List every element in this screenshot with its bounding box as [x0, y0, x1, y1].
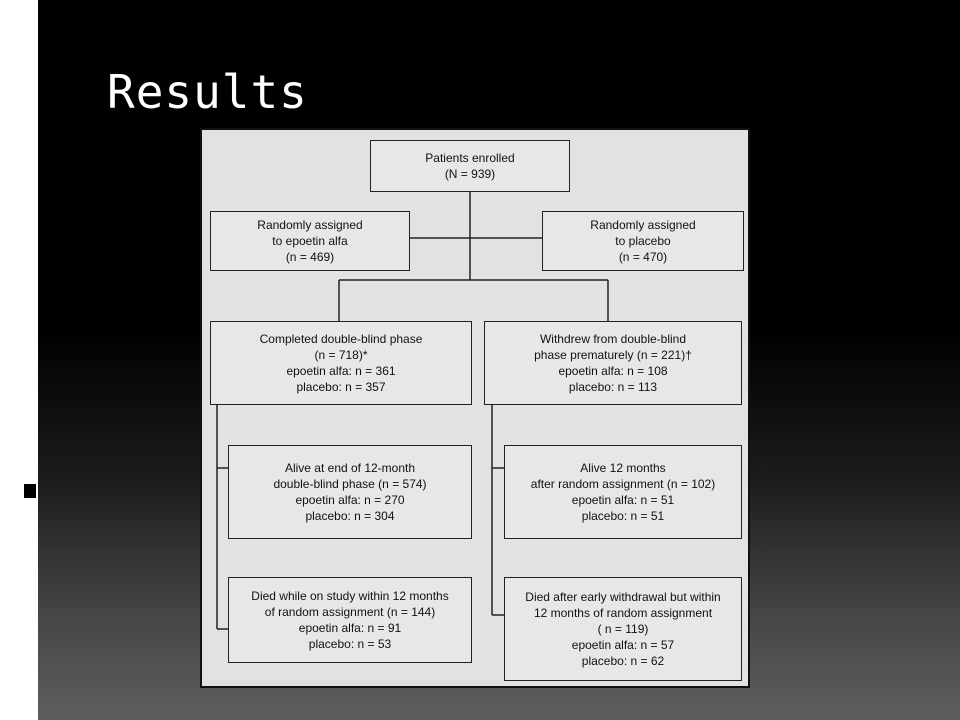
died-withdrew-line-1: Died after early withdrawal but within [525, 590, 721, 604]
died-completed-line-4: placebo: n = 53 [308, 637, 392, 651]
completed-line-3: epoetin alfa: n = 361 [286, 364, 396, 378]
title-ornament-bar-3 [30, 0, 38, 118]
alive-withdrew-line-1: Alive 12 months [580, 461, 666, 475]
withdrew-line-1: Withdrew from double-blind [539, 332, 687, 346]
side-ornament-2 [24, 484, 36, 498]
completed-line-2: (n = 718)* [314, 348, 368, 362]
died-withdrew-line-2: 12 months of random assignment [533, 606, 713, 620]
withdrew-line-2: phase prematurely (n = 221)† [534, 348, 692, 362]
died-withdrew-line-5: placebo: n = 62 [581, 654, 665, 668]
died-withdrew-line-4: epoetin alfa: n = 57 [571, 638, 675, 652]
died-withdrew-line-3: ( n = 119) [597, 622, 649, 636]
enrolled-line-1: Patients enrolled [425, 151, 515, 165]
side-ornament-4 [24, 532, 28, 720]
epoetin-arm-box [210, 211, 410, 271]
side-ornament-1 [24, 470, 32, 476]
withdrew-line-4: placebo: n = 113 [568, 380, 658, 394]
alive-withdrew-box [504, 445, 742, 539]
placebo-arm-line-1: Randomly assigned [590, 218, 696, 232]
died-withdrew-box [504, 577, 742, 681]
alive-withdrew-line-4: placebo: n = 51 [581, 509, 665, 523]
placebo-arm-box [542, 211, 744, 271]
completed-line-4: placebo: n = 357 [296, 380, 386, 394]
enrolled-line-2: (N = 939) [444, 167, 496, 181]
title-ornament-bar-2 [24, 0, 27, 118]
alive-completed-box [228, 445, 472, 539]
died-completed-line-2: of random assignment (n = 144) [264, 605, 436, 619]
alive-completed-line-2: double-blind phase (n = 574) [273, 477, 427, 491]
completed-box [210, 321, 472, 405]
alive-withdrew-line-2: after random assignment (n = 102) [530, 477, 716, 491]
withdrew-line-3: epoetin alfa: n = 108 [558, 364, 668, 378]
alive-completed-line-1: Alive at end of 12-month [284, 461, 416, 475]
died-completed-line-1: Died while on study within 12 months [251, 589, 449, 603]
alive-withdrew-line-3: epoetin alfa: n = 51 [571, 493, 675, 507]
epoetin-arm-line-2: to epoetin alfa [272, 234, 348, 248]
flowchart-figure [200, 128, 750, 688]
epoetin-arm-line-1: Randomly assigned [257, 218, 363, 232]
epoetin-arm-line-3: (n = 469) [285, 250, 335, 264]
title-ornament-bar-1 [16, 0, 21, 118]
withdrew-box [484, 321, 742, 405]
enrolled-box [370, 140, 570, 192]
side-ornament-3 [24, 505, 34, 527]
slide-title: Results [107, 65, 308, 119]
alive-completed-line-3: epoetin alfa: n = 270 [295, 493, 405, 507]
died-completed-line-3: epoetin alfa: n = 91 [298, 621, 402, 635]
placebo-arm-line-3: (n = 470) [618, 250, 668, 264]
died-completed-box [228, 577, 472, 663]
completed-line-1: Completed double-blind phase [259, 332, 423, 346]
alive-completed-line-4: placebo: n = 304 [305, 509, 395, 523]
placebo-arm-line-2: to placebo [615, 234, 671, 248]
